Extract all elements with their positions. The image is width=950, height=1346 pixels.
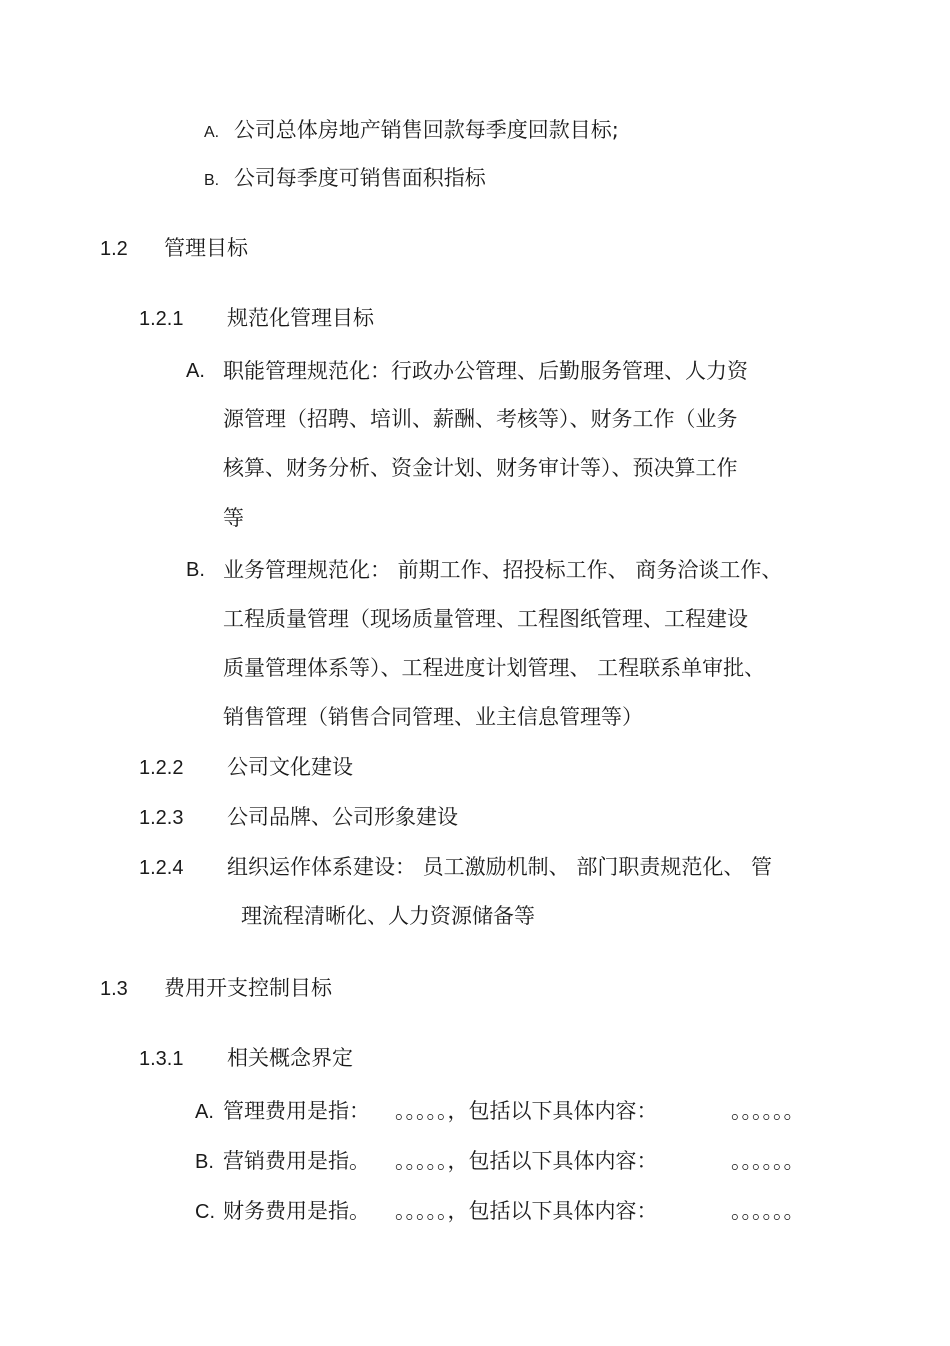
definition-content: 。。。。。，包括以下具体内容： [395,1199,658,1223]
definition-label: 财务费用是指。 [223,1199,370,1223]
definition-content: 。。。。。，包括以下具体内容： [395,1149,658,1173]
subsection-title: 相关概念界定 [227,1046,353,1070]
subsection-number: 1.2.3 [139,807,184,829]
list-text: 公司总体房地产销售回款每季度回款目标; [233,118,619,142]
subsection-title: 规范化管理目标 [227,306,374,330]
subsection-heading [139,304,374,333]
subsection-heading [139,753,353,782]
subsection-heading [139,803,458,832]
list-letter: A. [204,124,220,141]
paragraph-line: 源管理（招聘、培训、薪酬、考核等）、财务工作（业务 [223,407,738,431]
paragraph-line: 理流程清晰化、人力资源储备等 [241,904,535,928]
section-number: 1.2 [100,238,128,260]
subsection-number: 1.2.1 [139,308,184,330]
top-list-item [204,116,619,147]
paragraph-line: 销售管理（销售合同管理、业主信息管理等） [223,705,643,729]
definition-item [195,1147,805,1176]
subsection-title: 公司文化建设 [227,755,353,779]
list-letter: C. [195,1201,215,1223]
section-heading [100,974,332,1003]
definition-label: 管理费用是指： [223,1099,370,1123]
paragraph-line: 业务管理规范化： 前期工作、招投标工作、 商务洽谈工作、 [223,558,783,582]
paragraph-line: 核算、财务分析、资金计划、财务审计等）、预决算工作 [223,456,738,480]
list-letter: A. [195,1101,214,1123]
paragraph-line: 质量管理体系等）、工程进度计划管理、 工程联系单审批、 [223,656,766,680]
top-list-item [204,164,486,195]
subsection-text: 组织运作体系建设： 员工激励机制、 部门职责规范化、 管 [227,855,773,879]
subsection-number: 1.2.2 [139,757,184,779]
list-letter: B. [186,559,205,581]
paragraph-line: 职能管理规范化：行政办公管理、后勤服务管理、人力资 [223,359,748,383]
section-heading [100,234,248,263]
section-title: 费用开支控制目标 [164,976,332,1000]
section-number: 1.3 [100,978,128,1000]
subsection-heading [139,1044,353,1073]
definition-label: 营销费用是指。 [223,1149,370,1173]
section-title: 管理目标 [164,236,248,260]
paragraph-line: 工程质量管理（现场质量管理、工程图纸管理、工程建设 [223,607,748,631]
paragraph-line: 等 [223,506,244,530]
subsection-title: 公司品牌、公司形象建设 [227,805,458,829]
subsection-number: 1.2.4 [139,857,184,879]
list-letter: A. [186,360,205,382]
definition-content: 。。。。。，包括以下具体内容： [395,1099,658,1123]
definition-ellipsis: 。。。。。。 [731,1199,805,1223]
definition-item [195,1197,805,1226]
subsection-heading [139,853,773,882]
subsection-number: 1.3.1 [139,1048,184,1070]
list-letter: B. [195,1151,214,1173]
definition-ellipsis: 。。。。。。 [731,1149,805,1173]
definition-item [195,1097,805,1126]
list-letter: B. [204,172,220,189]
definition-ellipsis: 。。。。。。 [731,1099,805,1123]
list-text: 公司每季度可销售面积指标 [233,166,486,190]
